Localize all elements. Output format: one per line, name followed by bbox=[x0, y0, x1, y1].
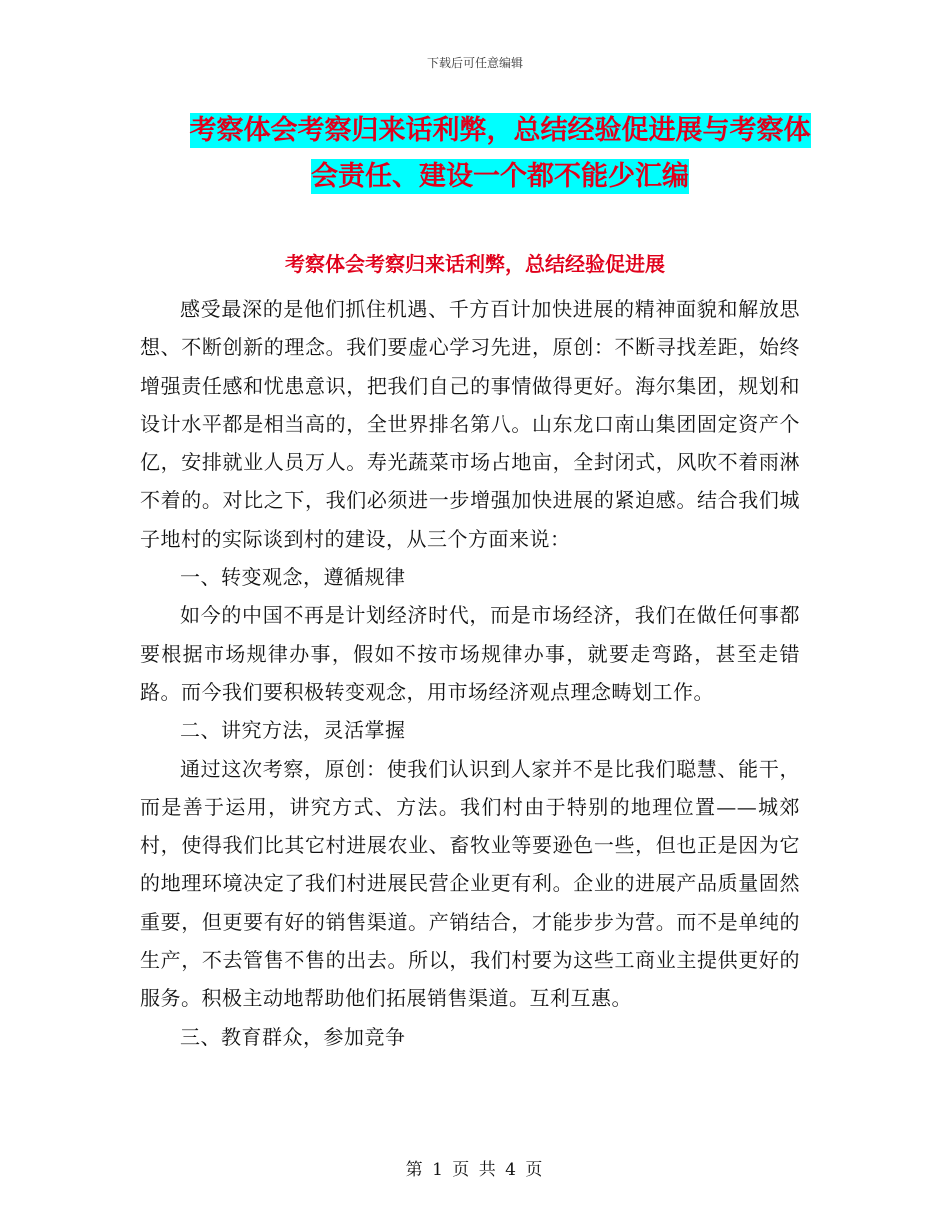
paragraph-point-2: 通过这次考察，原创：使我们认识到人家并不是比我们聪慧、能干，而是善于运用，讲究方式、方法。我们村由于特别的地理位置——城郊村，使得我们比其它村进展农业、畜牧业等要逊色一些，但也正是因为它的地理环境决定了我们村进展民营企业更有利。企业的进展产品质量固然重要，但更要有好的销售渠道。产销结合，才能步步为营。而不是单纯的生产，不去管售不售的出去。所以，我们村要为这些工商业主提供更好的服务。积极主动地帮助他们拓展销售渠道。互利互惠。 bbox=[140, 756, 800, 1011]
paragraph-intro: 感受最深的是他们抓住机遇、千方百计加快进展的精神面貌和解放思想、不断创新的理念。我们要虚心学习先进，原创：不断寻找差距，始终增强责任感和忧患意识，把我们自己的事情做得更好。海尔集团，规划和设计水平都是相当高的，全世界排名第八。山东龙口南山集团固定资产个亿，安排就业人员万人。寿光蔬菜市场占地亩，全封闭式，风吹不着雨淋不着的。对比之下，我们必须进一步增强加快进展的紧迫感。结合我们城子地村的实际谈到村的建设，从三个方面来说： bbox=[140, 297, 800, 551]
heading-point-3: 三、教育群众，参加竞争 bbox=[180, 1024, 406, 1049]
page-header-note: 下载后可任意编辑 bbox=[426, 56, 523, 70]
heading-point-2: 二、讲究方法，灵活掌握 bbox=[180, 718, 406, 743]
document-title-line-1: 考察体会考察归来话利弊，总结经验促进展与考察体 bbox=[189, 115, 811, 146]
document-body bbox=[140, 290, 800, 1056]
section-title: 考察体会考察归来话利弊，总结经验促进展 bbox=[285, 252, 665, 276]
document-title bbox=[150, 108, 850, 200]
document-title-line-2: 会责任、建设一个都不能少汇编 bbox=[311, 161, 689, 192]
page-number-footer: 第 1 页 共 4 页 bbox=[405, 1160, 545, 1180]
heading-point-1: 一、转变观念，遵循规律 bbox=[180, 565, 406, 590]
paragraph-point-1: 如今的中国不再是计划经济时代，而是市场经济，我们在做任何事都要根据市场规律办事，假如不按市场规律办事，就要走弯路，甚至走错路。而今我们要积极转变观念，用市场经济观点理念畴划工作。 bbox=[140, 603, 800, 704]
